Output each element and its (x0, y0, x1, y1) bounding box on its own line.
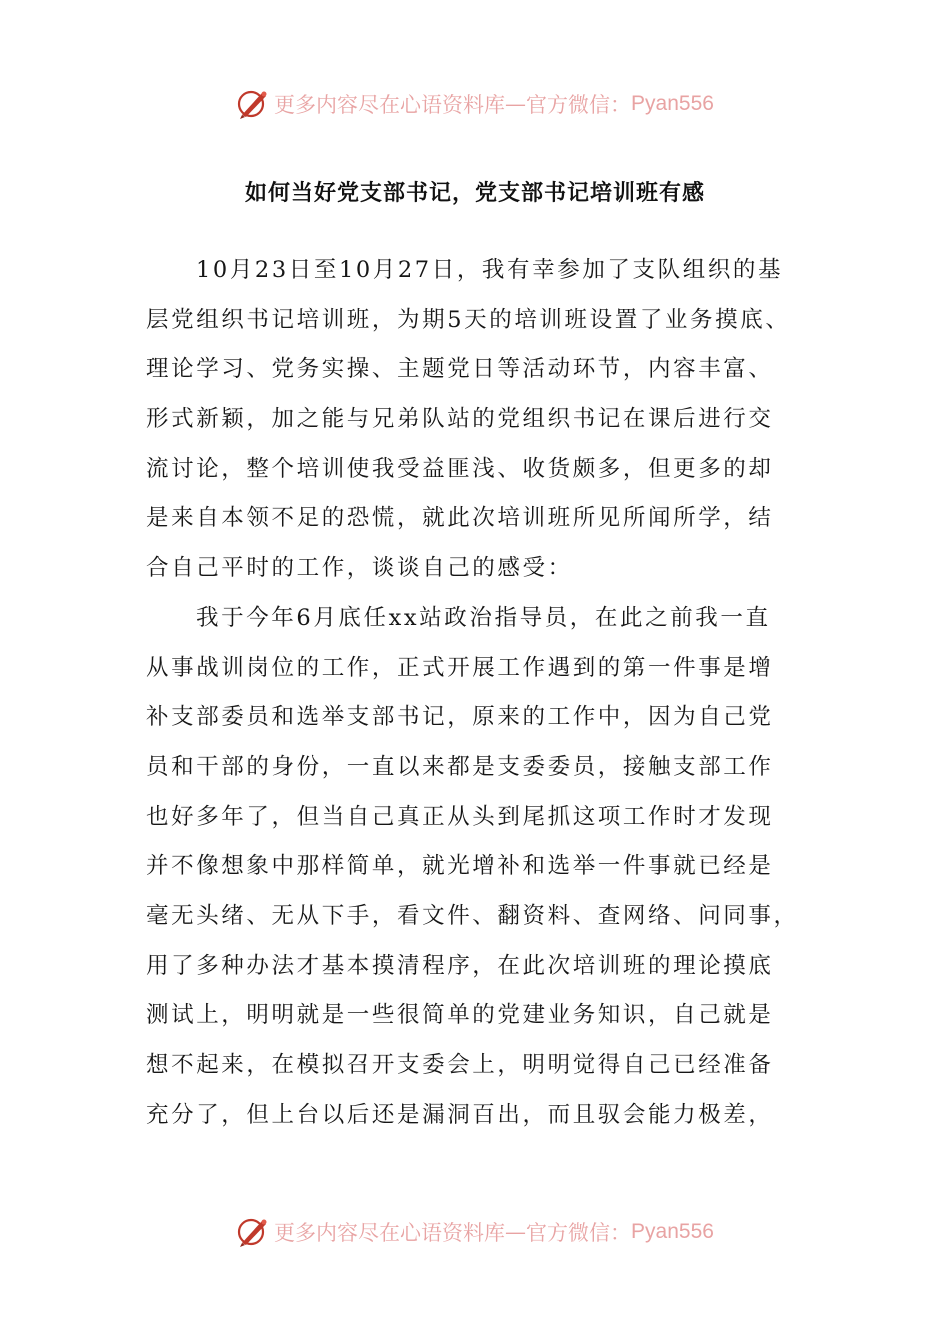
pen-circle-icon (236, 87, 270, 121)
text-line: 想不起来，在模拟召开支委会上，明明觉得自己已经准备 (146, 1052, 774, 1078)
text-line: 毫无头绪、无从下手，看文件、翻资料、查网络、问同事， (146, 902, 799, 929)
text-line: 层党组织书记培训班，为期5天的培训班设置了业务摸底、 (146, 306, 791, 333)
document-body (146, 246, 799, 1140)
banner-dash: — (505, 1220, 527, 1244)
pen-circle-icon (236, 1215, 270, 1249)
text-line: 是来自本领不足的恐慌，就此次培训班所见所闻所学，结 (146, 505, 774, 532)
text-line: 理论学习、党务实操、主题党日等活动环节，内容丰富、 (146, 356, 774, 383)
text-line: 流讨论，整个培训使我受益匪浅、收货颇多，但更多的却 (146, 455, 774, 482)
text-line: 补支部委员和选举支部书记，原来的工作中，因为自己党 (146, 704, 774, 731)
text-line: 合自己平时的工作，谈谈自己的感受： (146, 555, 573, 582)
text-line: 测试上，明明就是一些很简单的党建业务知识，自己就是 (146, 1002, 774, 1029)
text-line: 形式新颖，加之能与兄弟队站的党组织书记在课后进行交 (146, 406, 774, 433)
banner-brand-text: 更多内容尽在心语资料库 (274, 1221, 506, 1245)
banner-wechat-id: Pyan556 (631, 92, 714, 115)
text-line: 我于今年6月底任xx站政治指导员，在此之前我一直 (196, 604, 771, 631)
text-line: 并不像想象中那样简单，就光增补和选举一件事就已经是 (146, 853, 774, 880)
text-line: 用了多种办法才基本摸清程序，在此次培训班的理论摸底 (146, 952, 774, 979)
footer-watermark-banner (0, 1212, 950, 1252)
banner-brand-text: 更多内容尽在心语资料库 (274, 93, 506, 117)
text-line: 从事战训岗位的工作，正式开展工作遇到的第一件事是增 (146, 654, 774, 681)
banner-wechat-label: 官方微信： (526, 1221, 632, 1245)
banner-wechat-id: Pyan556 (631, 1220, 714, 1243)
text-line: 员和干部的身份，一直以来都是支委委员，接触支部工作 (146, 753, 774, 780)
text-line: 也好多年了，但当自己真正从头到尾抓这项工作时才发现 (146, 803, 774, 830)
text-line: 10月23日至10月27日，我有幸参加了支队组织的基 (196, 257, 784, 283)
banner-wechat-label: 官方微信： (526, 93, 632, 117)
header-watermark-banner (0, 84, 950, 124)
text-line: 充分了，但上台以后还是漏洞百出，而且驭会能力极差， (146, 1101, 774, 1128)
banner-dash: — (505, 92, 527, 116)
document-title: 如何当好党支部书记，党支部书记培训班有感 (244, 180, 705, 206)
